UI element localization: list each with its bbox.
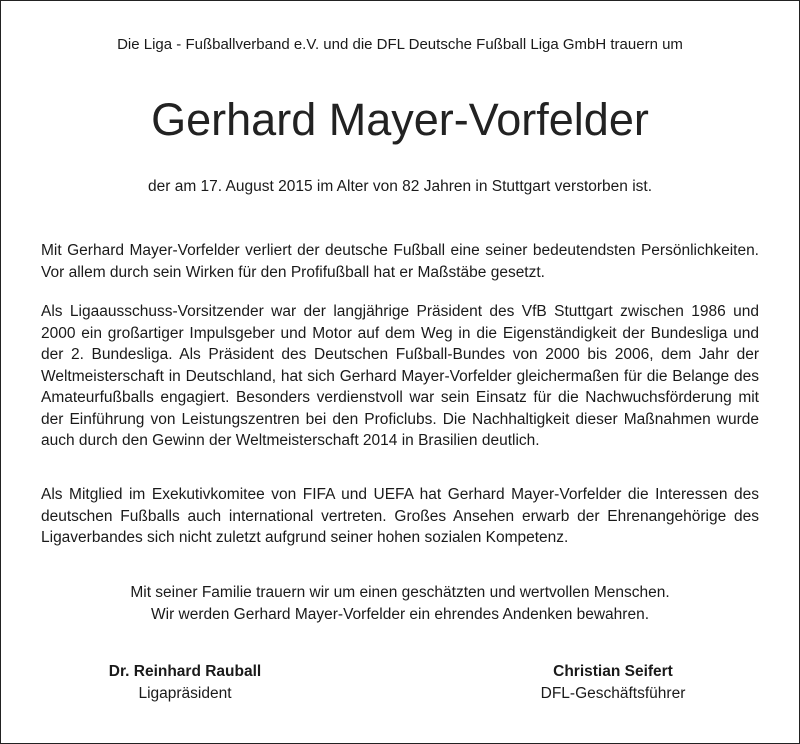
closing-block (1, 582, 799, 625)
paragraph-tribute: Mit Gerhard Mayer-Vorfelder verliert der deutsche Fußball eine seiner bedeutendsten Persönlichkeiten. Vor allem durch sein Wirken für den Profifußball hat er Maßstäbe gesetzt. (41, 242, 759, 281)
paragraph-international: Als Mitglied im Exekutivkomitee von FIFA und UEFA hat Gerhard Mayer-Vorfelder die Interessen des deutschen Fußballs auch international vertreten. Großes Ansehen erwarb der Ehrenangehörige des Ligaverbandes sich nicht zuletzt aufgrund seiner hohen sozialen Kompetenz. (41, 486, 759, 546)
deceased-name: Gerhard Mayer-Vorfelder (151, 94, 649, 145)
signature-left (85, 661, 285, 705)
death-line: der am 17. August 2015 im Alter von 82 Jahren in Stuttgart verstorben ist. (147, 178, 653, 195)
signatory-name: Christian Seifert (553, 663, 673, 680)
signatory-role: DFL-Geschäftsführer (540, 685, 686, 702)
closing-line: Wir werden Gerhard Mayer-Vorfelder ein ehrendes Andenken bewahren. (151, 605, 649, 623)
closing-line: Mit seiner Familie trauern wir um einen geschätzten und wertvollen Menschen. (130, 584, 670, 601)
intro-line: Die Liga - Fußballverband e.V. und die DFL Deutsche Fußball Liga GmbH trauern um (117, 36, 683, 53)
signatory-role: Ligapräsident (138, 685, 232, 702)
signature-right (513, 661, 713, 705)
paragraph-career: Als Ligaausschuss-Vorsitzender war der langjährige Präsident des VfB Stuttgart zwischen 1986 und 2000 ein großartiger Impulsgeber und Motor auf dem Weg in die Eigenständigkeit der Bundesliga und der 2. Bundesliga. Als Präsident des Deutschen Fußball-Bundes von 2000 bis 2006, dem Jahr der Weltmeisterschaft in Deutschland, hat sich Gerhard Mayer-Vorfelder gleichermaßen für die Belange des Amateurfußballs engagiert. Besonders verdienstvoll war sein Einsatz für die Nachwuchsförderung mit der Einführung von Leistungszentren bei den Proficlubs. Die Nachhaltigkeit dieser Maßnahmen wurde auch durch den Gewinn der Weltmeisterschaft 2014 in Brasilien deutlich. (41, 303, 759, 449)
signatory-name: Dr. Reinhard Rauball (108, 663, 262, 680)
